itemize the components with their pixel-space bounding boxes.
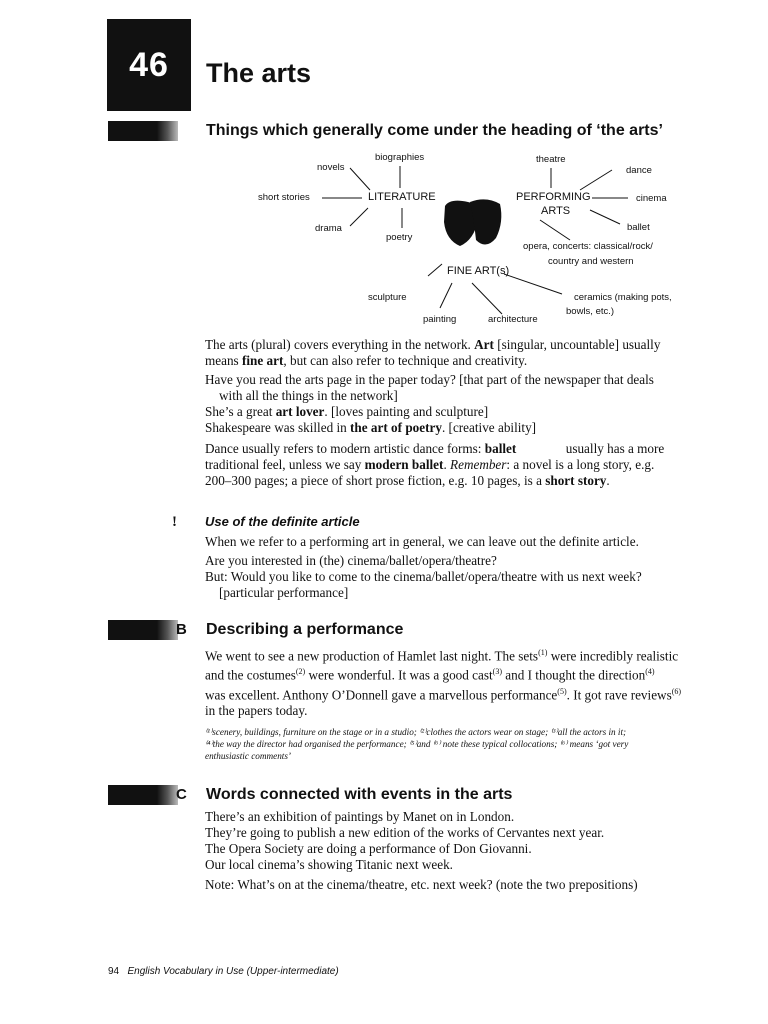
label-country-western: country and western (548, 256, 634, 267)
label-dance: dance (626, 165, 652, 176)
hub-fine-arts: FINE ART(s) (447, 265, 510, 277)
text-line: Note: What’s on at the cinema/theatre, etc. next week? (note the two prepositions) (205, 877, 638, 892)
section-c-letter: C (176, 786, 187, 803)
section-a-marker (108, 121, 178, 141)
section-a-text (205, 337, 745, 489)
label-cinema: cinema (636, 193, 667, 204)
hub-arts: ARTS (541, 205, 571, 217)
page-footer (108, 966, 339, 977)
section-b-footnotes (205, 726, 753, 762)
unit-title: The arts (206, 58, 312, 88)
text-line: traditional feel, unless we say modern ballet. Remember: a novel is a long story, e.g. (205, 457, 655, 472)
section-b-marker (108, 620, 178, 640)
note-heading: Use of the definite article (205, 514, 360, 529)
text-line: Are you interested in (the) cinema/ballet/opera/theatre? (205, 553, 497, 568)
label-sculpture: sculpture (368, 292, 407, 303)
text-line: [particular performance] (219, 585, 349, 600)
text-line: Shakespeare was skilled in the art of poetry. [creative ability] (205, 420, 537, 435)
label-novels: novels (317, 162, 345, 173)
label-opera-concerts: opera, concerts: classical/rock/ (523, 241, 653, 252)
text-line: Dance usually refers to modern artistic dance forms: ballet usually has a more (205, 441, 665, 456)
label-poetry: poetry (386, 232, 413, 243)
label-short-stories: short stories (258, 192, 310, 203)
text-line: and the costumes$^{(2)}$ were wonderful. It was a good cast$^{(3)}$ and I thought the direction$^{(4)}$ (205, 667, 655, 683)
page-number: 94 (108, 966, 120, 977)
note-exclamation-icon: ! (172, 514, 177, 530)
hub-performing: PERFORMING (516, 191, 591, 203)
label-drama: drama (315, 223, 342, 234)
text-line: When we refer to a performing art in general, we can leave out the definite article. (205, 534, 639, 549)
section-b-text (205, 645, 750, 719)
text-line: The Opera Society are doing a performance of Don Giovanni. (205, 841, 532, 856)
hub-literature: LITERATURE (368, 191, 436, 203)
label-ceramics: ceramics (making pots, (574, 292, 672, 303)
label-theatre: theatre (536, 154, 566, 165)
text-line: She’s a great art lover. [loves painting and sculpture] (205, 404, 489, 419)
label-biographies: biographies (375, 152, 425, 163)
label-ballet: ballet (627, 222, 650, 233)
footnote-line: ⁽¹⁾scenery, buildings, furniture on the stage or in a studio; ⁽²⁾clothes the actors wear on stage; ⁽³⁾all the actors in it; (205, 727, 627, 737)
label-painting: painting (423, 314, 457, 325)
section-c-marker (108, 785, 178, 805)
theatre-masks-icon (444, 199, 501, 246)
footnote-line: ⁽⁴⁾the way the director had organised the performance; ⁽⁵⁾and ⁽⁶⁾ note these typical collocations; ⁽⁶⁾ means ‘got very (205, 739, 629, 749)
text-line: with all the things in the network] (219, 388, 398, 403)
note-body (205, 534, 745, 601)
text-line: There’s an exhibition of paintings by Manet on in London. (205, 809, 515, 824)
label-architecture: architecture (488, 314, 538, 325)
text-line: The arts (plural) covers everything in the network. Art [singular, uncountable] usually (205, 337, 661, 352)
footnote-line: enthusiastic comments’ (205, 751, 291, 761)
section-b-letter: B (176, 621, 187, 638)
text-line: Have you read the arts page in the paper today? [that part of the newspaper that deals (205, 372, 654, 387)
section-b-heading: Describing a performance (206, 621, 404, 638)
label-bowls: bowls, etc.) (566, 306, 615, 317)
section-c-text (205, 809, 750, 893)
text-line: We went to see a new production of Hamlet last night. The sets$^{(1)}$ were incredibly realistic (205, 648, 679, 664)
unit-number: 46 (129, 45, 169, 84)
section-c-heading: Words connected with events in the arts (206, 786, 513, 803)
text-line: means fine art, but can also refer to technique and creativity. (205, 353, 528, 368)
text-line: was excellent. Anthony O’Donnell gave a marvellous performance$^{(5)}$. It got rave reviews$^{(6)}$ (205, 686, 682, 703)
unit-number-box (107, 19, 191, 111)
text-line: But: Would you like to come to the cinema/ballet/opera/theatre with us next week? (205, 569, 642, 584)
text-line: in the papers today. (205, 703, 308, 719)
text-line: They’re going to publish a new edition of the works of Cervantes next year. (205, 825, 605, 840)
book-title: English Vocabulary in Use (Upper-intermediate) (127, 966, 339, 977)
text-line: 200–300 pages; a piece of short prose fiction, e.g. 10 pages, is a short story. (205, 473, 610, 488)
section-a-heading: Things which generally come under the heading of ‘the arts’ (206, 122, 663, 139)
text-line: Our local cinema’s showing Titanic next week. (205, 857, 453, 872)
